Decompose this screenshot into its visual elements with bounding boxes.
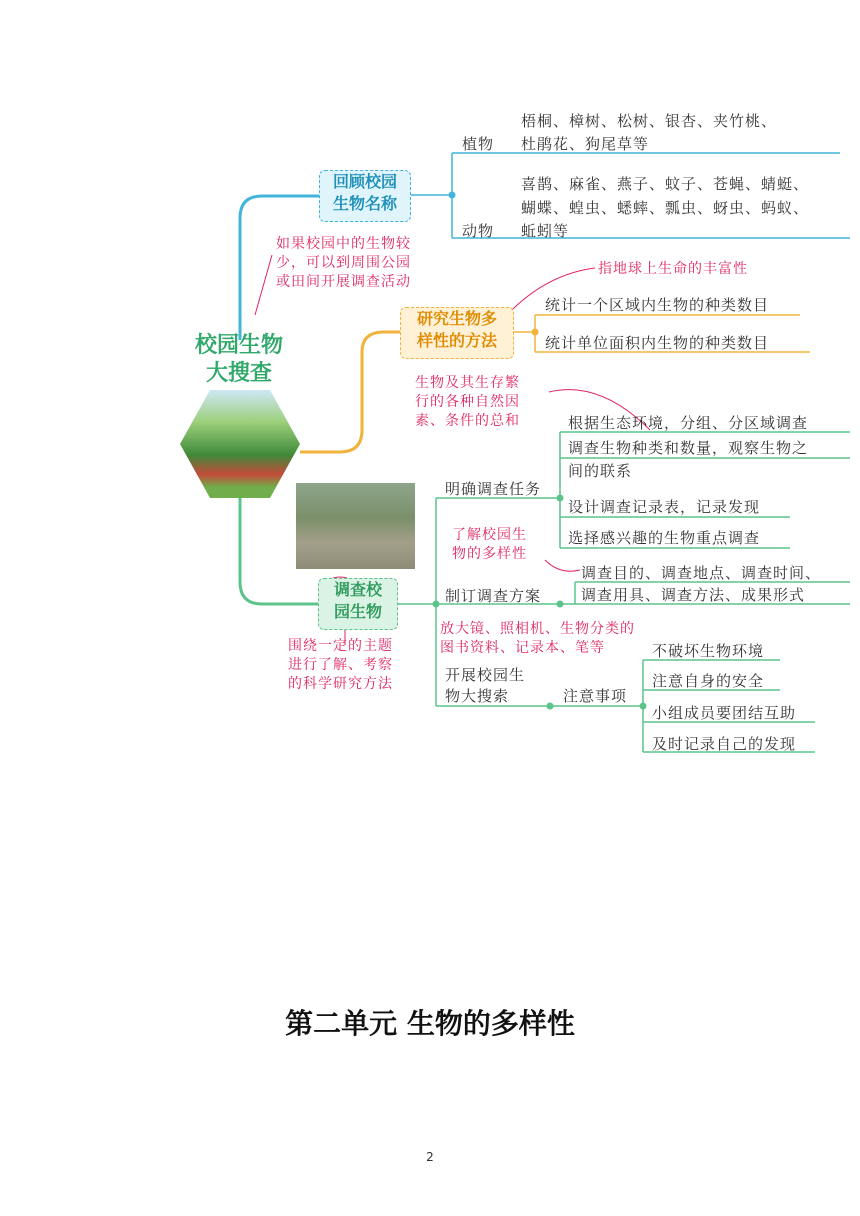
review-names-node — [319, 170, 411, 222]
animals-line1: 喜鹊、麻雀、燕子、蚊子、苍蝇、蜻蜓、 — [521, 175, 810, 193]
note-biodiversity-meaning: 指地球上生命的丰富性 — [598, 261, 748, 277]
note-method — [288, 637, 393, 694]
attention-item-1: 不破坏生物环境 — [652, 642, 765, 660]
plan-line1: 调查目的、调查地点、调查时间、 — [581, 564, 822, 582]
review-label-line1: 回顾校园 — [332, 172, 397, 191]
note-environment-line2: 行的各种自然因 — [415, 394, 520, 410]
page-number: 2 — [426, 1150, 434, 1164]
task-item-4: 选择感兴趣的生物重点调查 — [568, 529, 761, 547]
search-label-line2: 物大搜索 — [445, 687, 510, 705]
plan-label: 制订调查方案 — [445, 587, 542, 605]
note-diversity — [452, 526, 527, 564]
search-label-line1: 开展校园生 — [445, 666, 526, 684]
note-environment-line3: 素、条件的总和 — [415, 413, 520, 429]
note-tools-line2: 图书资料、记录本、笔等 — [440, 640, 605, 656]
attention-item-3: 小组成员要团结互助 — [652, 704, 797, 722]
task-item-3: 设计调查记录表，记录发现 — [568, 498, 761, 516]
attention-label: 注意事项 — [563, 687, 628, 705]
invest-label-line2: 园生物 — [333, 602, 382, 621]
note-diversity-line2: 物的多样性 — [452, 546, 527, 562]
search-label — [445, 665, 525, 707]
diversity-method-node — [400, 307, 514, 359]
note-small-campus-line3: 或田间开展调查活动 — [276, 274, 411, 290]
center-title — [178, 332, 300, 388]
note-tools — [440, 620, 635, 658]
note-method-line2: 进行了解、考察 — [288, 657, 393, 673]
animals-line3: 蚯蚓等 — [521, 222, 570, 240]
note-small-campus — [276, 235, 411, 292]
task-item-2-line1: 调查生物种类和数量，观察生物之 — [568, 439, 809, 457]
plan-line2: 调查用具、调查方法、成果形式 — [581, 586, 806, 604]
note-tools-line1: 放大镜、照相机、生物分类的 — [440, 621, 635, 637]
animals-label: 动物 — [462, 222, 495, 240]
center-title-line1: 校园生物 — [194, 333, 283, 358]
method-item-2: 统计单位面积内生物的种类数目 — [545, 334, 770, 352]
note-diversity-line1: 了解校园生 — [452, 527, 527, 543]
plants-line2: 杜鹃花、狗尾草等 — [521, 135, 650, 153]
plants-line1: 梧桐、樟树、松树、银杏、夹竹桃、 — [521, 112, 778, 130]
note-small-campus-line2: 少，可以到周围公园 — [276, 255, 411, 271]
attention-item-4: 及时记录自己的发现 — [652, 735, 797, 753]
animals-line2: 蝴蝶、蝗虫、蟋蟀、瓢虫、蚜虫、蚂蚁、 — [521, 199, 810, 217]
note-small-campus-line1: 如果校园中的生物较 — [276, 236, 411, 252]
students-survey-photo — [296, 483, 415, 569]
center-title-line2: 大搜查 — [205, 361, 272, 386]
task-label: 明确调查任务 — [445, 480, 542, 498]
invest-label-line1: 调查校 — [333, 580, 382, 599]
method-item-1: 统计一个区域内生物的种类数目 — [545, 296, 770, 314]
note-method-line1: 围绕一定的主题 — [288, 638, 393, 654]
note-environment-line1: 生物及其生存繁 — [415, 375, 520, 391]
attention-item-2: 注意自身的安全 — [652, 672, 765, 690]
method-label-line2: 样性的方法 — [416, 331, 497, 350]
note-method-line3: 的科学研究方法 — [288, 676, 393, 692]
task-item-1: 根据生态环境，分组、分区域调查 — [568, 414, 809, 432]
task-item-2-line2: 间的联系 — [568, 462, 633, 480]
note-environment — [415, 374, 520, 431]
method-label-line1: 研究生物多 — [416, 309, 497, 328]
unit-title: 第二单元 生物的多样性 — [285, 1007, 575, 1040]
review-label-line2: 生物名称 — [332, 194, 397, 213]
investigate-campus-node — [318, 578, 398, 630]
plants-label: 植物 — [462, 135, 495, 153]
